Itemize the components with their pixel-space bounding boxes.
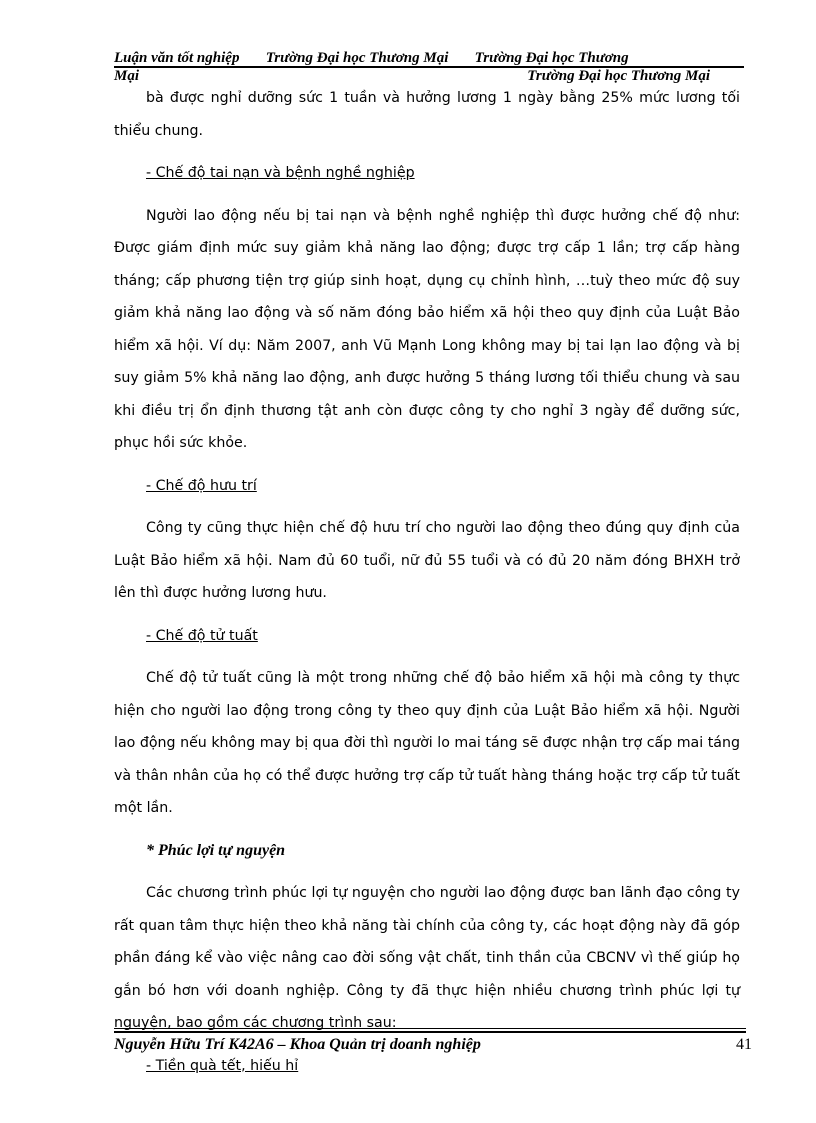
section-heading-bold: * Phúc lợi tự nguyện [146, 841, 286, 859]
section-heading [114, 157, 740, 190]
section-heading [114, 470, 740, 503]
page-header [114, 49, 744, 85]
header-title-line: Luận văn tốt nghiệp Trường Đại học Thương Mại Trường Đại học Thương [114, 50, 629, 66]
paragraph: Các chương trình phúc lợi tự nguyện cho người lao động được ban lãnh đạo công ty rất quan tâm thực hiện theo khả năng tài chính của công ty, các hoạt động này đã góp phần đáng kể vào việc nâng cao đời sống vật chất, tinh thần của CBCNV vì thế giúp họ gắn bó hơn với doanh nghiệp. Công ty đã thực hiện nhiều chương trình phúc lợi tự nguyện, bao gồm các chương trình sau: [114, 885, 740, 1031]
page-number: 41 [736, 1036, 752, 1053]
header-university: Trường Đại học Thương Mại [527, 68, 710, 84]
paragraph: Công ty cũng thực hiện chế độ hưu trí cho người lao động theo đúng quy định của Luật Bảo hiểm xã hội. Nam đủ 60 tuổi, nữ đủ 55 tuổi và có đủ 20 năm đóng BHXH trở lên thì được hưởng lương hưu. [114, 520, 740, 601]
section-heading [114, 1050, 740, 1083]
paragraph: Người lao động nếu bị tai nạn và bệnh nghề nghiệp thì được hưởng chế độ như: Được giám định mức suy giảm khả năng lao động; được trợ cấp 1 lần; trợ cấp hàng tháng; cấp phương tiện trợ giúp sinh hoạt, dụng cụ chỉnh hình, …tuỳ theo mức độ suy giảm khả năng lao động và số năm đóng bảo hiểm xã hội theo quy định của Luật Bảo hiểm xã hội. Ví dụ: Năm 2007, anh Vũ Mạnh Long không may bị tai lạn lao động và bị suy giảm 5% khả năng lao động, anh được hưởng 5 tháng lương tối thiểu chung và sau khi điều trị ổn định thương tật anh còn được công ty cho nghỉ 3 ngày để dưỡng sức, phục hồi sức khỏe. [114, 207, 740, 451]
section-heading-text: - Chế độ hưu trí [146, 477, 257, 494]
document-body [114, 82, 740, 1082]
section-heading-text: - Chế độ tử tuất [146, 627, 258, 644]
footer-author: Nguyễn Hữu Trí K42A6 – Khoa Quản trị doanh nghiệp [114, 1036, 481, 1053]
section-heading-text: - Tiền quà tết, hiếu hỉ [146, 1057, 299, 1074]
section-heading [114, 620, 740, 653]
footer-text [114, 1036, 754, 1054]
header-continuation: Mại [114, 68, 140, 84]
footer-rule [114, 1031, 746, 1033]
footer-rule [114, 1028, 746, 1029]
paragraph: Chế độ tử tuất cũng là một trong những chế độ bảo hiểm xã hội mà công ty thực hiện cho người lao động trong công ty theo quy định của Luật Bảo hiểm xã hội. Người lao động nếu không may bị qua đời thì người lo mai táng sẽ được nhận trợ cấp mai táng và thân nhân của họ có thể được hưởng trợ cấp tử tuất hàng tháng hoặc trợ cấp tử tuất một lần. [114, 670, 740, 816]
page-footer [114, 1028, 754, 1054]
section-heading-text: - Chế độ tai nạn và bệnh nghề nghiệp [146, 165, 415, 181]
paragraph: bà được nghỉ dưỡng sức 1 tuần và hưởng lương 1 ngày bằng 25% mức lương tối thiểu chung. [114, 90, 740, 139]
header-rule [114, 66, 744, 68]
